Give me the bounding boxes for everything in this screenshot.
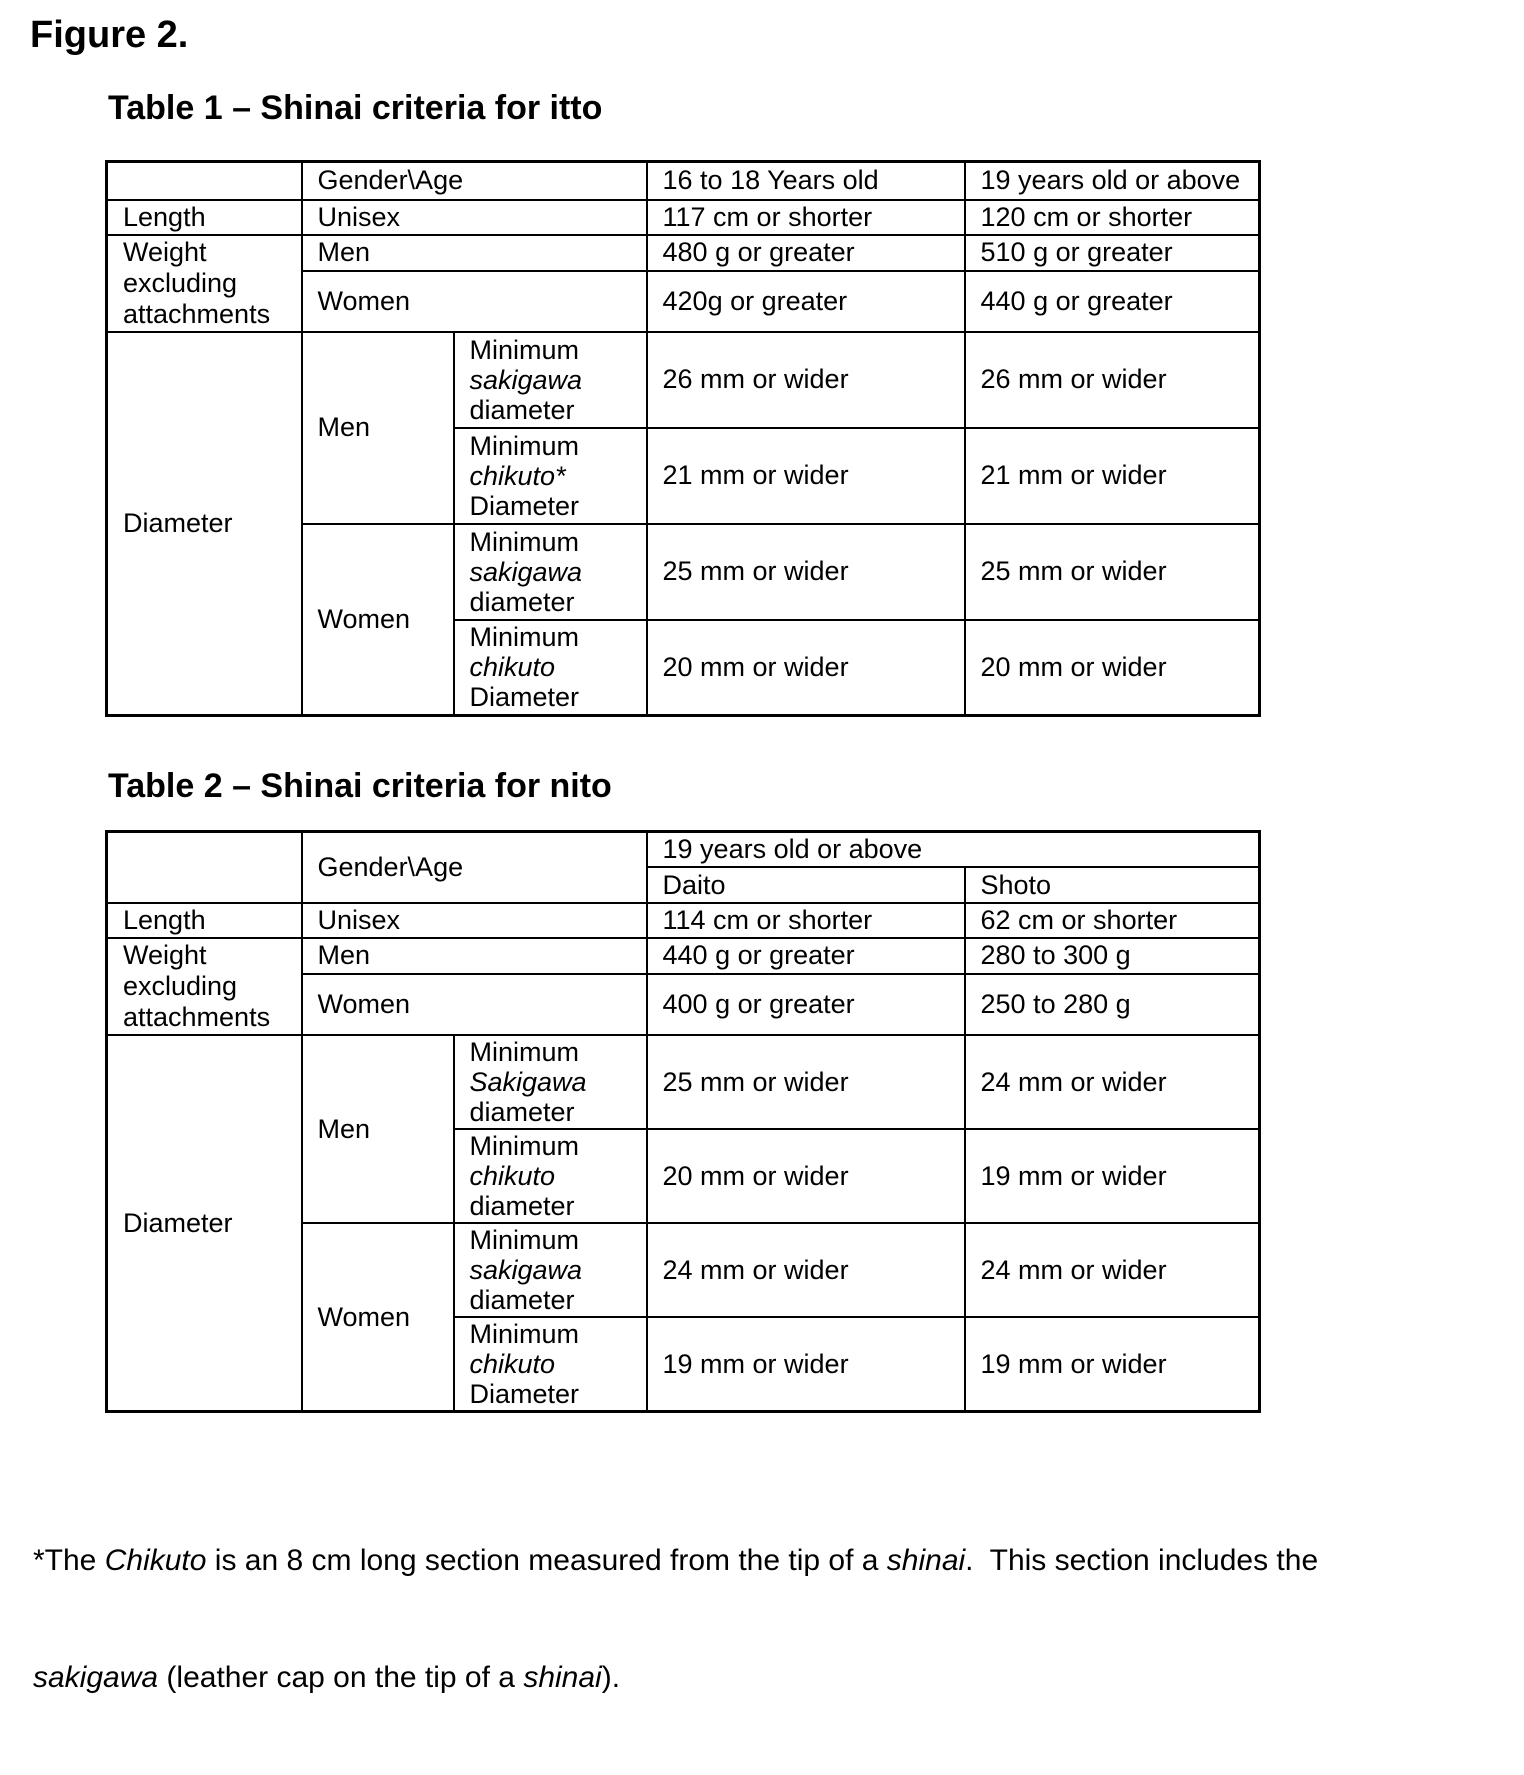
footnote-text: (leather cap on the tip of a xyxy=(158,1661,524,1694)
t1-length-label: Length xyxy=(107,200,302,235)
table2-title: Table 2 – Shinai criteria for nito xyxy=(108,767,612,805)
t1-length-row xyxy=(107,200,1260,235)
footnote-text: is an 8 cm long section measured from the tip of a xyxy=(206,1544,887,1577)
t2-women-sakigawa-value-shoto: 24 mm or wider xyxy=(965,1223,1260,1317)
t2-women-chikuto-label xyxy=(454,1317,647,1412)
label-line: Diameter xyxy=(469,490,580,521)
t1-header-row xyxy=(107,162,1260,200)
italic-term-sakigawa: sakigawa xyxy=(469,556,583,587)
t1-weight-women-value-19plus: 440 g or greater xyxy=(965,271,1260,331)
table2-shinai-criteria-nito xyxy=(105,830,1261,1413)
t2-men-sakigawa-label xyxy=(454,1035,647,1129)
italic-term-chikuto: chikuto xyxy=(469,1349,556,1379)
t2-weight-men-gender: Men xyxy=(302,938,647,974)
italic-term-shinai: shinai xyxy=(886,1544,966,1577)
t1-men-sakigawa-label xyxy=(454,332,647,428)
label-line: Diameter xyxy=(469,1379,580,1409)
t2-weight-label: Weight excluding attachments xyxy=(107,938,302,1035)
t2-weight-women-value-daito: 400 g or greater xyxy=(647,974,965,1035)
t2-men-sakigawa-value-daito: 25 mm or wider xyxy=(647,1035,965,1129)
label-line: Minimum xyxy=(469,1225,580,1255)
footnote-text: *The xyxy=(33,1544,105,1577)
t2-diameter-men-gender: Men xyxy=(302,1035,454,1223)
t1-women-sakigawa-value-19plus: 25 mm or wider xyxy=(965,524,1260,620)
t1-men-sakigawa-value-16-18: 26 mm or wider xyxy=(647,332,965,428)
t2-women-chikuto-value-daito: 19 mm or wider xyxy=(647,1317,965,1412)
t2-header-age-19plus: 19 years old or above xyxy=(647,832,1260,868)
italic-term-chikuto: chikuto xyxy=(469,652,556,683)
t2-women-chikuto-value-shoto: 19 mm or wider xyxy=(965,1317,1260,1412)
t1-corner-cell xyxy=(107,162,302,200)
t2-diameter-women-gender: Women xyxy=(302,1223,454,1412)
label-line: Diameter xyxy=(469,682,580,713)
t1-header-age-16-18: 16 to 18 Years old xyxy=(647,162,965,200)
t2-length-value-daito: 114 cm or shorter xyxy=(647,903,965,938)
t1-men-chikuto-label xyxy=(454,428,647,524)
t1-men-chikuto-value-16-18: 21 mm or wider xyxy=(647,428,965,524)
t2-men-chikuto-value-daito: 20 mm or wider xyxy=(647,1129,965,1223)
t1-diameter-women-gender: Women xyxy=(302,524,454,716)
t2-length-row xyxy=(107,903,1260,938)
t2-men-chikuto-value-shoto: 19 mm or wider xyxy=(965,1129,1260,1223)
t2-header-row-1 xyxy=(107,832,1260,868)
t1-header-age-19plus: 19 years old or above xyxy=(965,162,1260,200)
t1-weight-label: Weight excluding attachments xyxy=(107,235,302,332)
t1-men-chikuto-value-19plus: 21 mm or wider xyxy=(965,428,1260,524)
label-line: diameter xyxy=(469,1097,575,1127)
footnote-line-2 xyxy=(33,1658,1513,1697)
footnote-text: . This section includes the xyxy=(965,1544,1319,1577)
t1-length-gender: Unisex xyxy=(302,200,647,235)
t2-header-gender-age: Gender\Age xyxy=(302,832,647,904)
label-line: Minimum xyxy=(469,1319,580,1349)
footnote-text: ). xyxy=(601,1661,621,1694)
label-line: diameter xyxy=(469,1285,575,1315)
footnote-line-1 xyxy=(33,1541,1513,1580)
t1-header-gender-age: Gender\Age xyxy=(302,162,647,200)
italic-term-chikuto: chikuto* xyxy=(469,460,566,491)
figure-label: Figure 2. xyxy=(30,14,189,56)
italic-term-sakigawa: Sakigawa xyxy=(469,1067,587,1097)
t2-women-sakigawa-value-daito: 24 mm or wider xyxy=(647,1223,965,1317)
t2-diameter-men-sakigawa-row xyxy=(107,1035,1260,1129)
t1-women-sakigawa-value-16-18: 25 mm or wider xyxy=(647,524,965,620)
t1-weight-men-row xyxy=(107,235,1260,272)
label-line: diameter xyxy=(469,586,575,617)
t1-weight-women-gender: Women xyxy=(302,271,647,331)
t2-weight-women-value-shoto: 250 to 280 g xyxy=(965,974,1260,1035)
t2-women-sakigawa-label xyxy=(454,1223,647,1317)
t2-header-shoto: Shoto xyxy=(965,867,1260,903)
t2-length-value-shoto: 62 cm or shorter xyxy=(965,903,1260,938)
italic-term-shinai: shinai xyxy=(523,1661,602,1694)
t1-men-sakigawa-value-19plus: 26 mm or wider xyxy=(965,332,1260,428)
footnote xyxy=(33,1463,1513,1775)
italic-term-sakigawa: sakigawa xyxy=(469,1255,583,1285)
t1-women-chikuto-value-16-18: 20 mm or wider xyxy=(647,620,965,716)
t2-header-daito: Daito xyxy=(647,867,965,903)
t2-length-gender: Unisex xyxy=(302,903,647,938)
t1-weight-men-value-16-18: 480 g or greater xyxy=(647,235,965,272)
label-line: Minimum xyxy=(469,526,580,557)
t2-length-label: Length xyxy=(107,903,302,938)
label-line: Minimum xyxy=(469,622,580,653)
t1-length-value-19plus: 120 cm or shorter xyxy=(965,200,1260,235)
label-line: Minimum xyxy=(469,1131,580,1161)
t2-weight-women-gender: Women xyxy=(302,974,647,1035)
table1-shinai-criteria-itto xyxy=(105,160,1261,717)
t2-men-sakigawa-value-shoto: 24 mm or wider xyxy=(965,1035,1260,1129)
t2-weight-men-value-shoto: 280 to 300 g xyxy=(965,938,1260,974)
italic-term-sakigawa: sakigawa xyxy=(33,1661,159,1694)
italic-term-sakigawa: sakigawa xyxy=(469,364,583,395)
label-line: diameter xyxy=(469,1191,575,1221)
t1-weight-men-value-19plus: 510 g or greater xyxy=(965,235,1260,272)
label-line: Minimum xyxy=(469,1037,580,1067)
t1-women-sakigawa-label xyxy=(454,524,647,620)
t1-diameter-men-sakigawa-row xyxy=(107,332,1260,428)
label-line: Minimum xyxy=(469,334,580,365)
t1-diameter-men-gender: Men xyxy=(302,332,454,524)
t2-diameter-label: Diameter xyxy=(107,1035,302,1412)
italic-term-chikuto: Chikuto xyxy=(104,1544,207,1577)
t2-weight-men-row xyxy=(107,938,1260,974)
t1-women-chikuto-label xyxy=(454,620,647,716)
label-line: diameter xyxy=(469,394,575,425)
t2-men-chikuto-label xyxy=(454,1129,647,1223)
t1-women-chikuto-value-19plus: 20 mm or wider xyxy=(965,620,1260,716)
label-line: Minimum xyxy=(469,430,580,461)
t2-corner-cell xyxy=(107,832,302,904)
table1-title: Table 1 – Shinai criteria for itto xyxy=(108,89,603,127)
t1-length-value-16-18: 117 cm or shorter xyxy=(647,200,965,235)
t1-diameter-label: Diameter xyxy=(107,332,302,716)
t1-weight-women-value-16-18: 420g or greater xyxy=(647,271,965,331)
t2-weight-men-value-daito: 440 g or greater xyxy=(647,938,965,974)
t1-weight-men-gender: Men xyxy=(302,235,647,272)
italic-term-chikuto: chikuto xyxy=(469,1161,556,1191)
